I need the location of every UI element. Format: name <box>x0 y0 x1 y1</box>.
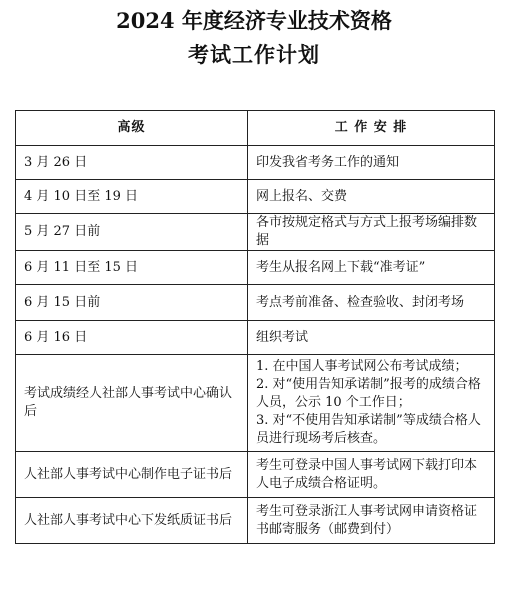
row-time: 6 月 16 日 <box>16 321 248 355</box>
table-row <box>16 180 495 214</box>
row-task: 网上报名、交费 <box>248 180 495 214</box>
row-time: 6 月 11 日至 15 日 <box>16 251 248 285</box>
table-row <box>16 321 495 355</box>
table-row <box>16 146 495 180</box>
table-row <box>16 355 495 452</box>
note-item-3: 3. 对“不使用告知承诺制”等成绩合格人员进行现场考后核查。 <box>256 413 481 446</box>
row-task-notes <box>248 355 495 452</box>
row-time: 4 月 10 日至 19 日 <box>16 180 248 214</box>
row-time: 人社部人事考试中心下发纸质证书后 <box>16 498 248 544</box>
row-task: 组织考试 <box>248 321 495 355</box>
note-item-1: 1. 在中国人事考试网公布考试成绩； <box>256 359 468 374</box>
table-row <box>16 251 495 285</box>
row-time: 3 月 26 日 <box>16 146 248 180</box>
table-row <box>16 452 495 498</box>
table-row <box>16 285 495 321</box>
column-header-level: 高级 <box>16 111 248 146</box>
title-line-1: 2024 年度经济专业技术资格 <box>116 8 392 33</box>
row-time: 6 月 15 日前 <box>16 285 248 321</box>
row-time: 5 月 27 日前 <box>16 214 248 251</box>
note-item-2: 2. 对“使用告知承诺制”报考的成绩合格人员，公示 10 个工作日； <box>256 377 481 410</box>
row-task: 印发我省考务工作的通知 <box>248 146 495 180</box>
schedule-table <box>15 110 495 544</box>
table-row <box>16 214 495 251</box>
row-time: 人社部人事考试中心制作电子证书后 <box>16 452 248 498</box>
row-task: 考点考前准备、检查验收、封闭考场 <box>248 285 495 321</box>
document-title <box>0 4 508 72</box>
row-task: 考生可登录中国人事考试网下载打印本人电子成绩合格证明。 <box>248 452 495 498</box>
column-header-arrangement: 工 作 安 排 <box>248 111 495 146</box>
row-task: 考生从报名网上下载“准考证” <box>248 251 495 285</box>
table-header-row <box>16 111 495 146</box>
table-row <box>16 498 495 544</box>
row-time: 考试成绩经人社部人事考试中心确认后 <box>16 355 248 452</box>
row-task: 各市按规定格式与方式上报考场编排数据 <box>248 214 495 251</box>
title-line-2: 考试工作计划 <box>188 42 320 67</box>
row-task: 考生可登录浙江人事考试网申请资格证书邮寄服务（邮费到付） <box>248 498 495 544</box>
